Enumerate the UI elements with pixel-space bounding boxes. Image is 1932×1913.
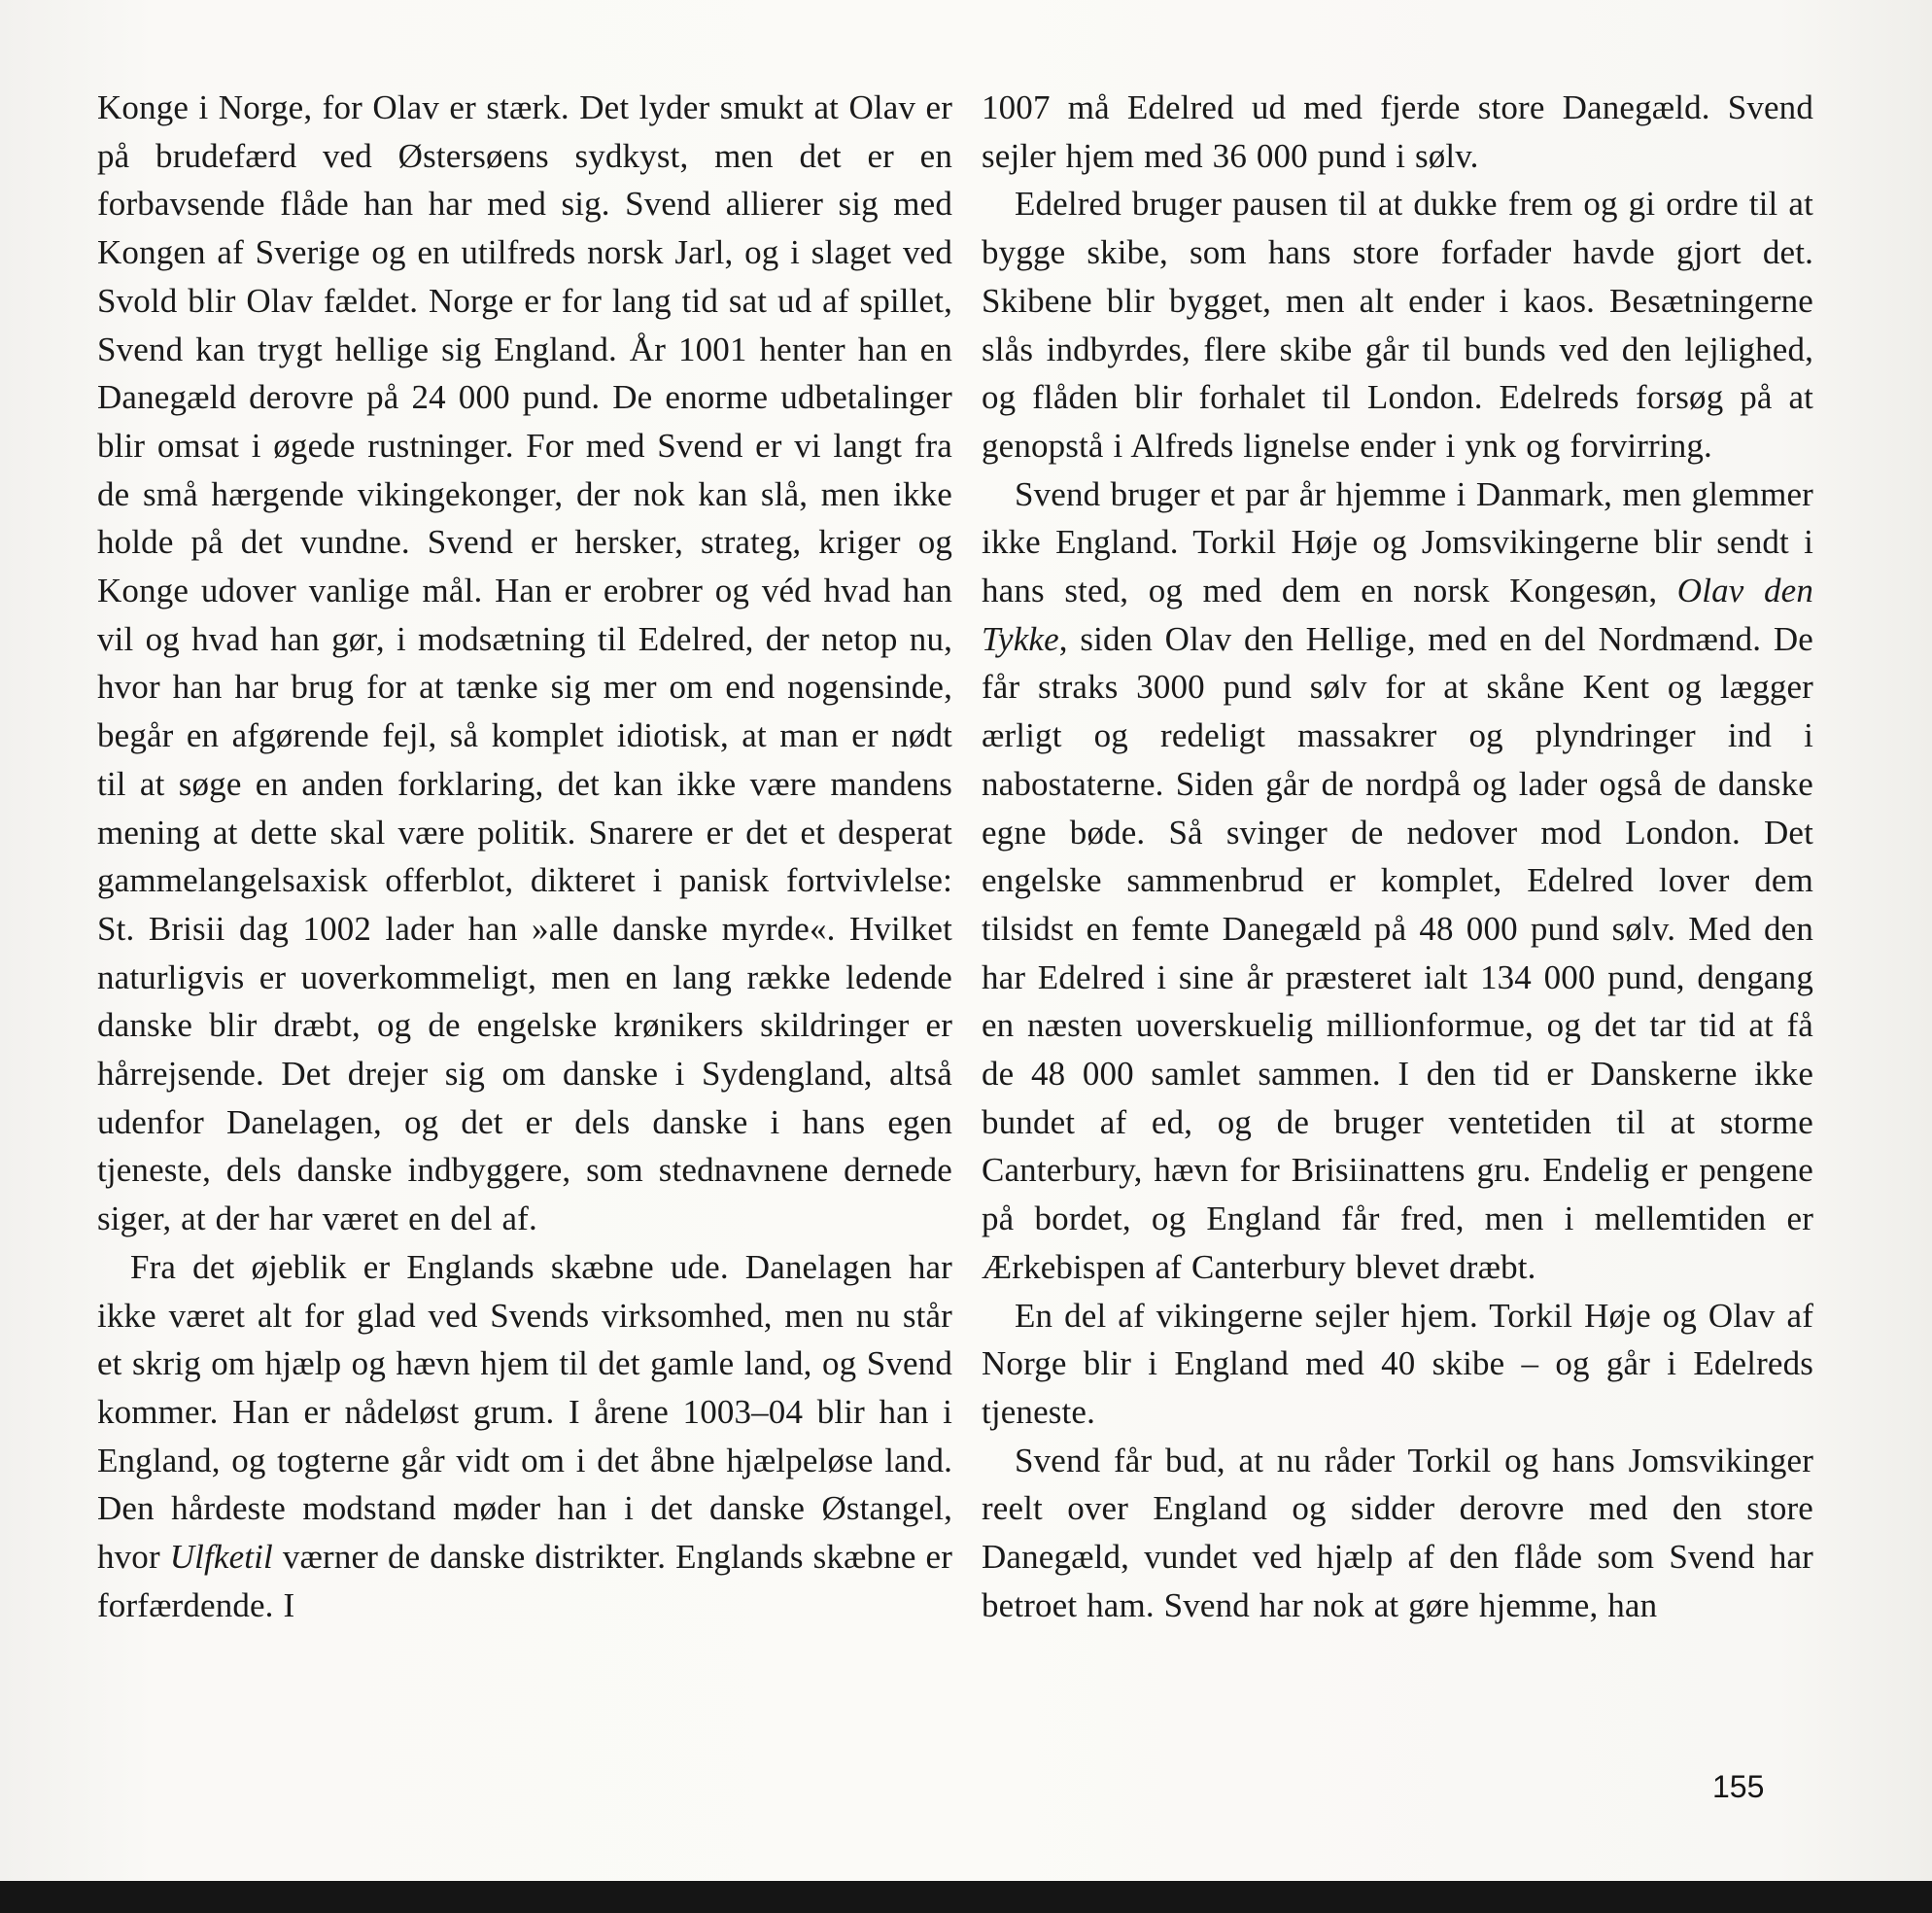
paragraph: Svend får bud, at nu råder Torkil og hans Jomsvikinger reelt over England og sidder derovre med den store Danegæld, vundet ved hjælp af den flåde som Svend har betroet ham. Svend har nok at gøre hjemme, han: [982, 1441, 1813, 1624]
paragraph: [982, 470, 1813, 1292]
right-column: [982, 84, 1813, 1630]
paragraph: Konge i Norge, for Olav er stærk. Det lyder smukt at Olav er på brudefærd ved Østersøens sydkyst, men det er en forbavsende flåde han har med sig. Svend allierer sig med Kongen af Sverige og en utilfreds norsk Jarl, og i slaget ved Svold blir Olav fældet. Norge er for lang tid sat ud af spillet, Svend kan trygt hellige sig England. År 1001 henter han en Danegæld derovre på 24 000 pund. De enorme udbetalinger blir omsat i øgede rustninger. For med Svend er vi langt fra de små hærgende vikingekonger, der nok kan slå, men ikke holde på det vundne. Svend er hersker, strateg, kriger og Konge udover vanlige mål. Han er erobrer og véd hvad han vil og hvad han gør, i modsætning til Edelred, der netop nu, hvor han har brug for at tænke sig mer om end nogensinde, begår en afgørende fejl, så komplet idiotisk, at man er nødt til at søge en anden forklaring, det kan ikke være mandens mening at dette skal være politik. Snarere er det et desperat gammelangelsaxisk offerblot, dikteret i panisk fortvivlelse: St. Brisii dag 1002 lader han »alle danske myrde«. Hvilket naturligvis er uoverkommeligt, men en lang række ledende danske blir dræbt, og de engelske krønikers skildringer er hårrejsende. Det drejer sig om danske i Sydengland, altså udenfor Danelagen, og det er dels danske i hans egen tjeneste, dels danske indbyggere, som stednavnene dernede siger, at der har været en del af.: [97, 88, 952, 1238]
paragraph-text: Svend bruger et par år hjemme i Danmark, men glemmer ikke England. Torkil Høje og Jomsvikingerne blir sendt i hans sted, og med dem en norsk Kongesøn,: [982, 474, 1813, 610]
paragraph: [97, 1243, 952, 1630]
paragraph-text: Fra det øjeblik er Englands skæbne ude. Danelagen har ikke været alt for glad ved Svends virksomhed, men nu står et skrig om hjælp og hævn hjem til det gamle land, og Svend kommer. Han er nådeløst grum. I årene 1003–04 blir han i England, og togterne går vidt om i det åbne hjælpeløse land. Den hårdeste modstand møder han i det danske Østangel, hvor: [97, 1247, 952, 1577]
italic-name: Ulfketil: [169, 1538, 273, 1577]
left-column: [97, 84, 952, 1630]
paragraph: 1007 må Edelred ud med fjerde store Danegæld. Svend sejler hjem med 36 000 pund i sølv.: [982, 88, 1813, 175]
page-edge-shadow: [0, 1881, 1932, 1913]
paragraph-text: , siden Olav den Hellige, med en del Nordmænd. De får straks 3000 pund sølv for at skåne Kent og lægger ærligt og redeligt massakrer og plyndringer ind i nabostaterne. Siden går de nordpå og lader også de danske egne bøde. Så svinger de nedover mod London. Det engelske sammenbrud er komplet, Edelred lover dem tilsidst en femte Danegæld på 48 000 pund sølv. Med den har Edelred i sine år præsteret ialt 134 000 pund, dengang en næsten uoverskuelig millionformue, og det tar tid at få de 48 000 samlet sammen. I den tid er Danskerne ikke bundet af ed, og de bruger ventetiden til at storme Canterbury, hævn for Brisiinattens gru. Endelig er pengene på bordet, og England får fred, men i mellemtiden er Ærkebispen af Canterbury blevet dræbt.: [982, 619, 1813, 1286]
page-number: 155: [1712, 1769, 1765, 1804]
paragraph: En del af vikingerne sejler hjem. Torkil Høje og Olav af Norge blir i England med 40 skibe – og går i Edelreds tjeneste.: [982, 1296, 1813, 1431]
paragraph-text: værner de danske distrikter. Englands skæbne er forfærdende. I: [97, 1538, 953, 1624]
italic-name: Olav den Tykke: [982, 572, 1813, 658]
paragraph: Edelred bruger pausen til at dukke frem og gi ordre til at bygge skibe, som hans store forfader havde gjort det. Skibene blir bygget, men alt ender i kaos. Besætningerne slås indbyrdes, flere skibe går til bunds ved den lejlighed, og flåden blir forhalet til London. Edelreds forsøg på at genopstå i Alfreds lignelse ender i ynk og forvirring.: [982, 185, 1813, 465]
